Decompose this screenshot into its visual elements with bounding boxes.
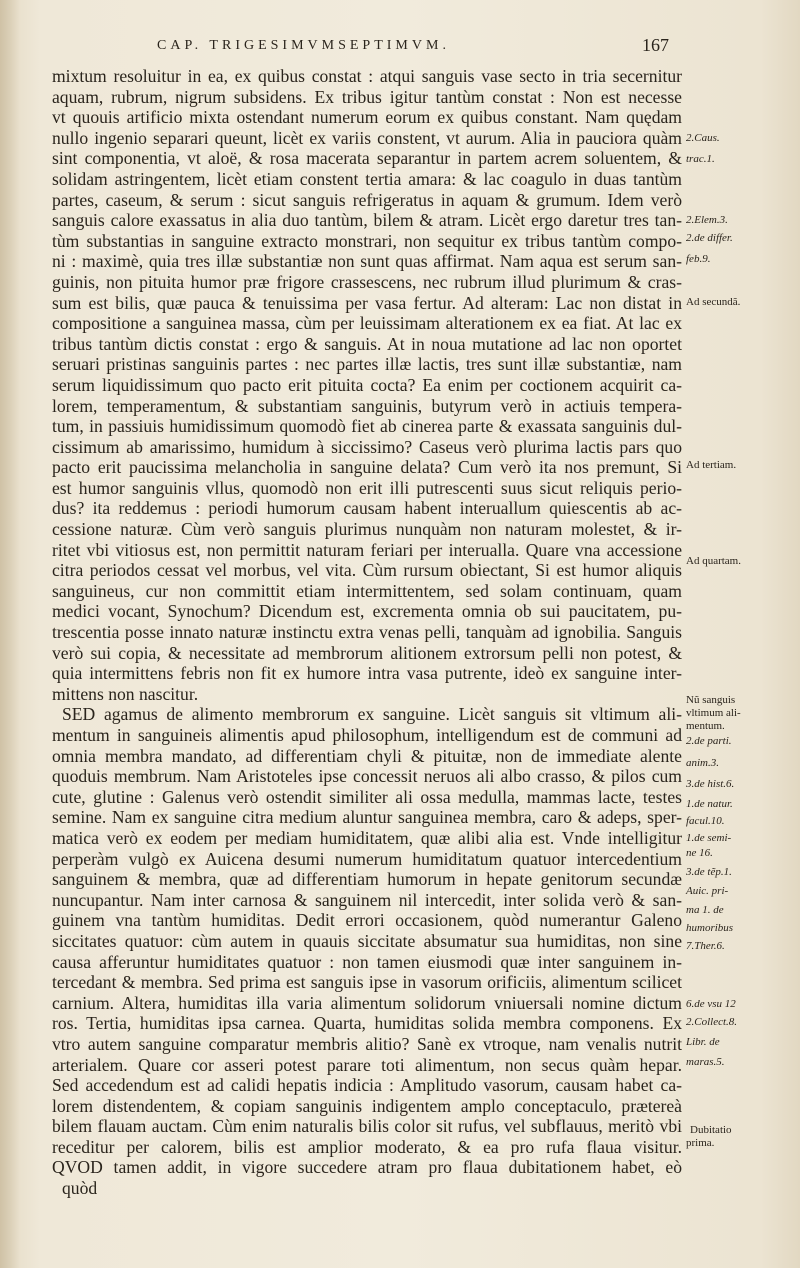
text-line: matica verò ex eodem per mediam humiditatem, quæ alibi alia est. Vnde intelligitur [52,827,682,848]
text-line: medici vocant, Synochum? Dicendum est, excrementa omnia ob sui paucitatem, pu- [52,601,682,622]
text-line: quoduis membrum. Nam Aristoteles ipse concessit neruos ali albo crasso, & pilos cum [52,766,682,787]
margin-note: Dubitatio [690,1124,732,1136]
text-line: bilem flauam auctam. Cùm enim naturalis bilis color sit rufus, vel subflauus, meritò vbi [52,1116,682,1137]
text-line: quia intermittens febris non fit ex humore intra vasa putrente, ideò ex sanguine inter- [52,663,682,684]
margin-note: 7.Ther.6. [686,940,725,952]
text-line: sum est bilis, quæ pauca & tenuissima per vasa fertur. Ad alteram: Lac non distat in [52,292,682,313]
main-text-block [52,66,682,1219]
margin-note: Ad quartam. [686,555,741,567]
text-line: carnium. Altera, humiditas illa varia alimentum solidorum vniuersali nomine dictum [52,992,682,1013]
margin-note: 2.Collect.8. [686,1016,738,1028]
margin-note: Libr. de [686,1036,720,1048]
text-line: sint componentia, vt aloë, & rosa macerata separantur in partem acrem soluentem, & [52,148,682,169]
text-line: cessione naturæ. Cùm verò sanguis plurimus nunquàm non naturam molestet, & ir- [52,519,682,540]
page-header [52,35,800,62]
text-line: pacto erit paucissima melancholia in sanguine delata? Cum verò ita nos premunt, Si [52,457,682,478]
margin-note: 2.Elem.3. [686,214,728,226]
text-line: cissimum ab amarissimo, humidum à siccissimo? Caseus verò plurima lactis pars quo [52,436,682,457]
text-line: tùm substantias in sanguine extracto monstrari, non sequitur ex tribus tantùm compo- [52,230,682,251]
text-line: sanguinem & membra, quæ ad differentiam humorum in hepate genitorum secundæ [52,869,682,890]
margin-note: 3.de hist.6. [686,778,735,790]
text-line: QVOD tamen addit, in vigore succedere atram pro flaua dubitationem habet, eò [52,1157,682,1178]
margin-note: maras.5. [686,1056,725,1068]
text-line: mixtum resoluitur in ea, ex quibus constat : atqui sanguis vase secto in tria secernitur [52,66,682,86]
text-line: causa afferuntur humiditates quatuor : non tamen eiusmodi quæ inter sanguinem in- [52,951,682,972]
margin-note: mentum. [686,720,725,732]
catchword [52,1199,682,1220]
margin-note: Auic. pri- [686,885,729,897]
text-line: serum liquidissimum quo pacto erit pituita cocta? Ea enim per coctionem acquirit ca- [52,374,682,395]
running-title: CAP. TRIGESIMVMSEPTIMVM. [157,38,450,53]
text-line: tum, in passiuis humidissimum quomodò fiet ab cinerea parte & exassata sanguinis dul- [52,416,682,437]
text-line: sanguis calore exassatus in alia duo tantùm, bilem & atram. Licèt ergo daretur tres tan- [52,210,682,231]
margin-note: 6.de vsu 12 [686,998,736,1010]
text-line: nullo ingenio separari queunt, licèt ex variis constent, vt aurum. Alia in pauciora quàm [52,127,682,148]
text-line: ni : maximè, quia tres illæ substantiæ non sunt quas affirmat. Nam aqua est serum san- [52,251,682,272]
text-line: perperàm vulgò ex Auicena desumi numerum humiditatum quatuor intercedentium [52,848,682,869]
text-line: quòd [62,1178,98,1199]
margin-note: anim.3. [686,757,719,769]
margin-note: 3.de tẽp.1. [686,866,732,878]
text-line: solidam astringentem, licèt etiam constent tertia amara: & lac coagulo in duas tantùm [52,168,682,189]
text-line: sanguineus, cur non committit etiam intermittentem, sed solam continuam, quam [52,580,682,601]
text-line: verò sui copia, & necessitate ad membrorum alitionem extrorsum pelli non potest, & [52,642,682,663]
margin-note: 2.Caus. [686,132,720,144]
text-line: vtro autem sanguine comparatur membris alitio? Sanè ex vtroque, nam venalis nutrit [52,1033,682,1054]
text-line: dus? ita reddemus : periodi humorum causam habent interuallum quiescentis ab ac- [52,498,682,519]
text-line: semine. Nam ex sanguine citra medium aluntur sanguinea membra, caro & adeps, sper- [52,807,682,828]
margin-note: Ad secundã. [686,296,741,308]
text-line: guinis, non pituita humor præ frigore crassescens, nec rubrum illud plurimum & cras- [52,271,682,292]
text-line: aquam, rubrum, nigrum subsidens. Ex tribus igitur tantùm constat : Non est necesse [52,86,682,107]
text-line: siccitates quatuor: cùm autem in quauis siccitate absumatur sua humiditas, non sine [52,930,682,951]
margin-note: trac.1. [686,153,715,165]
text-line: receditur per calorem, bilis est amplior moderato, & ea pro rufa flaua visitur. [52,1136,682,1157]
margin-note: facul.10. [686,815,725,827]
text-line: partes, caseum, & serum : sicut sanguis refrigeratus in aquam & grumum. Idem verò [52,189,682,210]
text-line: citra periodos cessat vel morbus, vel vita. Cùm rursum obiectant, Si est humor aliquis [52,560,682,581]
text-line: cute, glutine : Galenus verò ostendit similiter ali ossa medulla, mammas lacte, testes [52,786,682,807]
text-line: mentum in sanguineis alimentis apud philosophum, intelligendum est de communi ad [52,725,682,745]
margin-note: humoribus [686,922,734,934]
text-line: vt quouis artificio mixta ostendant numerum eorum ex quibus constant. Nam quędam [52,107,682,128]
text-line: lorem distendentem, & copiam sanguinis indigentem amplo conceptaculo, prætereà [52,1095,682,1116]
text-line: arterialem. Quare cor asseri potest parare toti alimentum, non secus quàm hepar. [52,1054,682,1075]
text-line: lorem, temperamentum, & substantiam sanguinis, butyrum verò in actiuis tempera- [52,395,682,416]
text-line: seruari pristinas sanguinis partes : nec partes illæ lactis, tres sunt illæ substantiæ, nam [52,354,682,375]
text-line: Sed accedendum est ad calidi hepatis indicia : Amplitudo vasorum, causam habet ca- [52,1075,682,1096]
margin-note: feb.9. [686,253,711,265]
text-line: guinem vna tantùm humiditas. Dedit errori occasionem, quòd numerantur Galeno [52,910,682,931]
text-line: tercedant & membra. Sed prima est sanguis ipse in vasorum orificiis, alimentum scilicet [52,972,682,993]
margin-note: ma 1. de [686,904,724,916]
text-line: ros. Tertia, humiditas ipsa carnea. Quarta, humiditas solida membra componens. Ex [52,1013,682,1034]
text-line: trescentia posse innato naturæ instinctu extra venas pelli, tanquàm ad ignobilia. Sanguis [52,622,682,643]
text-line: SED agamus de alimento membrorum ex sanguine. Licèt sanguis sit vltimum ali- [62,704,682,725]
margin-note: 2.de differ. [686,232,733,244]
page-gutter-shadow [0,0,20,1268]
margin-note: Nũ sanguis [686,694,736,706]
margin-note: Ad tertiam. [686,459,737,471]
text-line: tribus tantùm dictis constat : ergo & sanguis. At in noua mutatione ad lac non oportet [52,333,682,354]
text-line: compositione a sanguinea massa, cùm per leuissimam alterationem ex ea fiat. At lac ex [52,313,682,334]
margin-note: ne 16. [686,847,713,859]
margin-note: 2.de parti. [686,735,732,747]
margin-note: 1.de natur. [686,798,733,810]
text-line: mittens non nascitur. [52,683,199,704]
page-number: 167 [642,35,669,55]
margin-note: 1.de semi- [686,832,732,844]
margin-note: prima. [686,1137,715,1149]
text-line: omnia membra mandato, ad differentiam chyli & pituitæ, non de immediate alente [52,745,682,766]
margin-note: vltimum ali- [686,707,741,719]
text-line: est humor sanguinis vllus, quomodò non erit illi putrescenti suus sicut reliquis perio- [52,477,682,498]
text-line: nuncupantur. Nam inter carnosa & sanguinem nil intercedit, inter solida verò & san- [52,889,682,910]
text-line: ritet vbi vitiosus est, non permittit naturam feriari per interualla. Quare vna accessione [52,539,682,560]
